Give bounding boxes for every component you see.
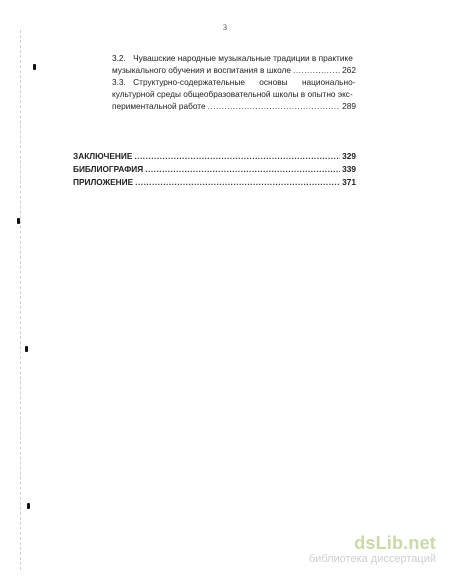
toc-entry-3-3-title-a: Структурно-содержательные	[133, 77, 245, 87]
toc-entry-page: 329	[342, 151, 356, 161]
binding-hole-mark	[27, 503, 30, 509]
leader-dots	[208, 100, 341, 112]
toc-entry-3-2-number: 3.2.	[112, 53, 126, 63]
toc-entry-title: БИБЛИОГРАФИЯ	[73, 164, 144, 174]
toc-entry-3-2-title-cont: музыкального обучения и воспитания в школе	[112, 65, 292, 75]
watermark-subtitle: библиотека диссертаций	[308, 553, 436, 565]
toc-entry-3-3-title-b: основы	[259, 77, 288, 87]
watermark-logo: dsLib.net	[354, 533, 436, 553]
leader-dots	[134, 150, 340, 162]
toc-entry-3-2-page: 262	[342, 65, 356, 75]
binding-hole-mark	[25, 346, 28, 352]
binding-hole-mark	[17, 218, 20, 224]
toc-entry-3-2-line1	[112, 52, 356, 64]
watermark	[309, 533, 436, 565]
leader-dots	[135, 176, 340, 188]
toc-entry-3-3-title-c: национально-	[301, 77, 356, 87]
toc-main-sections	[73, 150, 356, 189]
toc-entry-3-3-line1	[112, 76, 356, 88]
toc-entry-title: ЗАКЛЮЧЕНИЕ	[73, 151, 133, 161]
toc-entry-page: 371	[342, 177, 356, 187]
page-number: 3	[223, 23, 227, 32]
binding-hole-mark	[33, 64, 36, 70]
toc-entry-3-3-line2: культурной среды общеобразовательной школы в опытно экс-	[112, 89, 353, 99]
toc-entry-3-2-title: Чувашские народные музыкальные традиции в практике	[133, 53, 353, 63]
toc-entry-page: 339	[342, 164, 356, 174]
leader-dots	[145, 163, 340, 175]
toc-entry-conclusion	[73, 150, 356, 162]
toc-entry-3-3-number: 3.3.	[112, 77, 126, 87]
toc-entry-appendix	[73, 176, 356, 188]
toc-entry-3-2-line2	[112, 64, 356, 76]
leader-dots	[293, 64, 340, 76]
toc-entry-3-3-title-cont: периментальной работе	[112, 101, 206, 111]
toc-entry-bibliography	[73, 163, 356, 175]
toc-entry-title: ПРИЛОЖЕНИЕ	[73, 177, 134, 187]
toc-entry-3-3-line3	[112, 100, 356, 112]
toc-subsections	[112, 52, 356, 112]
scan-margin-line	[20, 30, 21, 570]
toc-entry-3-3-page: 289	[342, 101, 356, 111]
